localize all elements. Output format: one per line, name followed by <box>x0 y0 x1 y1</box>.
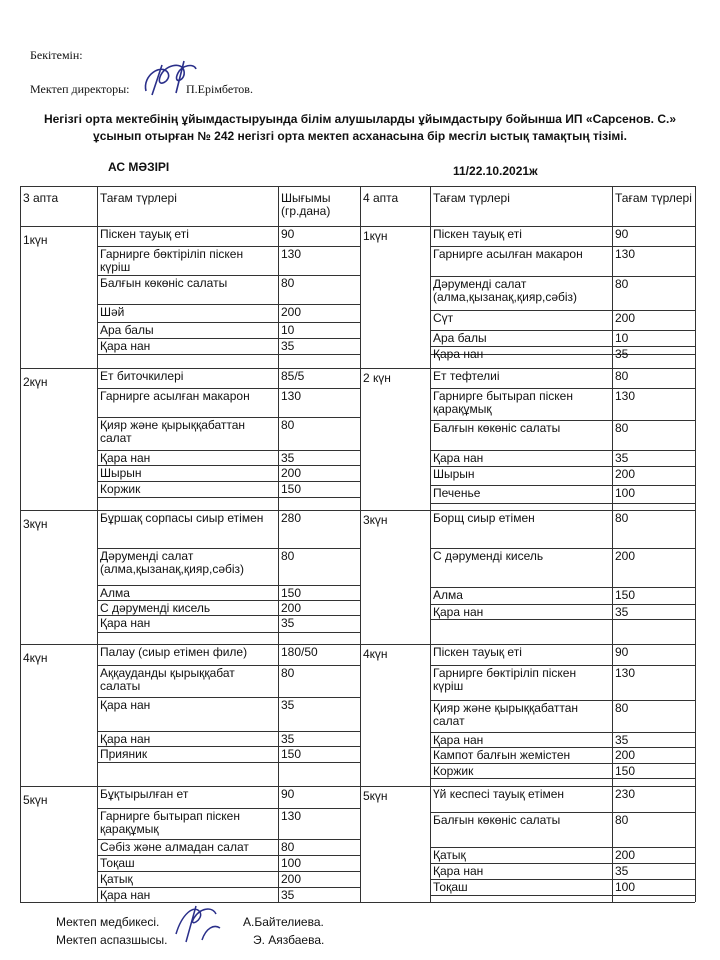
right-row-divider <box>430 747 695 748</box>
left-row-divider <box>97 548 360 549</box>
left-row-divider <box>97 902 360 903</box>
right-dish-yield: 80 <box>615 422 629 435</box>
left-header-cell: Шығымы (гр.дана) <box>281 192 331 218</box>
table-column-divider <box>278 186 279 902</box>
nurse-name: А.Байтелиева. <box>243 915 324 929</box>
right-dish-yield: 200 <box>615 550 636 563</box>
right-dish-name: Қара нан <box>433 348 484 361</box>
doc-title-line2: ұсынып отырған № 242 негізгі орта мектеп асханасына бір месгіл ыстық тамақтың тізімі. <box>93 129 627 143</box>
cook-name: Э. Аязбаева. <box>253 933 325 947</box>
director-label: Мектеп директоры: <box>30 82 130 96</box>
left-dish-name: Қара нан <box>100 699 151 712</box>
left-row-divider <box>97 600 360 601</box>
left-dish-yield: 80 <box>281 841 295 854</box>
day-block-divider <box>20 786 695 787</box>
right-row-divider <box>430 466 695 467</box>
left-dish-name: Аққауданды қырыққабат салаты <box>100 667 235 693</box>
right-row-divider <box>430 420 695 421</box>
right-dish-yield: 80 <box>615 814 629 827</box>
left-row-divider <box>97 585 360 586</box>
left-row-divider <box>97 246 360 247</box>
left-day-label: 3күн <box>23 518 48 531</box>
left-row-divider <box>97 322 360 323</box>
left-row-divider <box>97 417 360 418</box>
right-dish-yield: 150 <box>615 589 636 602</box>
right-row-divider <box>430 863 695 864</box>
left-dish-yield: 150 <box>281 748 302 761</box>
right-row-divider <box>430 346 695 347</box>
left-row-divider <box>97 354 360 355</box>
right-row-divider <box>430 548 695 549</box>
right-dish-yield: 130 <box>615 248 636 261</box>
right-dish-name: Қияр және қырыққабаттан салат <box>433 702 579 728</box>
right-dish-name: Шырын <box>433 468 475 481</box>
right-row-divider <box>430 812 695 813</box>
left-dish-name: Қара нан <box>100 452 151 465</box>
right-day-label: 5күн <box>363 790 388 803</box>
left-dish-yield: 80 <box>281 419 295 432</box>
left-day-label: 5күн <box>23 794 48 807</box>
nurse-label: Мектеп медбикесі. <box>56 915 160 929</box>
right-dish-yield: 80 <box>615 702 629 715</box>
right-dish-yield: 80 <box>615 278 629 291</box>
right-row-divider <box>430 450 695 451</box>
left-dish-yield: 200 <box>281 873 302 886</box>
right-day-label: 4күн <box>363 648 388 661</box>
left-row-divider <box>97 887 360 888</box>
staff-signature-icon <box>168 898 228 948</box>
table-column-divider <box>20 186 21 902</box>
left-dish-yield: 35 <box>281 699 295 712</box>
left-row-divider <box>97 808 360 809</box>
left-dish-yield: 100 <box>281 857 302 870</box>
left-dish-yield: 90 <box>281 788 295 801</box>
right-dish-yield: 200 <box>615 468 636 481</box>
right-dish-name: Гарнирге асылған макарон <box>433 248 583 261</box>
table-column-divider <box>97 186 98 902</box>
left-header-cell: 3 апта <box>23 192 59 205</box>
left-row-divider <box>97 450 360 451</box>
left-dish-name: Қара нан <box>100 340 151 353</box>
right-dish-name: Сүт <box>433 312 454 325</box>
approve-label: Бекітемін: <box>30 48 83 62</box>
right-dish-yield: 200 <box>615 849 636 862</box>
right-dish-yield: 35 <box>615 348 629 361</box>
day-block-divider <box>20 644 695 645</box>
right-dish-name: Қара нан <box>433 734 484 747</box>
left-row-divider <box>97 746 360 747</box>
right-dish-name: Алма <box>433 589 463 602</box>
right-dish-yield: 130 <box>615 667 636 680</box>
right-dish-yield: 200 <box>615 749 636 762</box>
left-dish-yield: 80 <box>281 277 295 290</box>
right-row-divider <box>430 665 695 666</box>
left-row-divider <box>97 762 360 763</box>
right-header-cell: Тағам түрлері <box>433 192 510 205</box>
left-dish-yield: 200 <box>281 602 302 615</box>
left-dish-name: Ара балы <box>100 324 154 337</box>
left-dish-name: Қара нан <box>100 733 151 746</box>
right-dish-name: Тоқаш <box>433 881 468 894</box>
right-dish-yield: 90 <box>615 646 629 659</box>
left-dish-yield: 130 <box>281 390 302 403</box>
left-dish-yield: 35 <box>281 452 295 465</box>
left-dish-yield: 85/5 <box>281 370 305 383</box>
left-dish-yield: 10 <box>281 324 295 337</box>
right-dish-yield: 80 <box>615 512 629 525</box>
right-row-divider <box>430 732 695 733</box>
left-dish-name: Коржик <box>100 483 141 496</box>
right-dish-name: Борщ сиыр етімен <box>433 512 535 525</box>
left-dish-yield: 150 <box>281 483 302 496</box>
table-header-divider <box>20 226 695 227</box>
left-row-divider <box>97 731 360 732</box>
table-column-divider <box>430 186 431 902</box>
left-dish-name: Қара нан <box>100 889 151 902</box>
right-dish-name: Гарнирге бытырап піскен қарақұмық <box>433 390 573 416</box>
right-row-divider <box>430 587 695 588</box>
left-dish-name: Бұқтырылған ет <box>100 788 189 801</box>
left-dish-name: Палау (сиыр етімен филе) <box>100 646 248 659</box>
right-dish-yield: 150 <box>615 765 636 778</box>
left-dish-name: Балғын көкөніс салаты <box>100 277 228 290</box>
right-row-divider <box>430 310 695 311</box>
left-dish-name: Гарнирге асылған макарон <box>100 390 250 403</box>
right-row-divider <box>430 778 695 779</box>
table-column-divider <box>695 186 696 902</box>
left-row-divider <box>97 855 360 856</box>
left-dish-name: Шырын <box>100 467 142 480</box>
right-header-cell: 4 апта <box>363 192 399 205</box>
left-dish-yield: 90 <box>281 228 295 241</box>
right-dish-name: Піскен тауық еті <box>433 646 522 659</box>
left-dish-yield: 35 <box>281 733 295 746</box>
right-row-divider <box>430 879 695 880</box>
right-dish-name: Кампот балғын жемістен <box>433 749 571 762</box>
right-dish-name: Балғын көкөніс салаты <box>433 814 561 827</box>
right-dish-name: Гарнирге бөктіріліп піскен күріш <box>433 667 577 693</box>
left-day-label: 4күн <box>23 652 48 665</box>
right-day-label: 2 күн <box>363 372 391 385</box>
left-dish-yield: 80 <box>281 550 295 563</box>
right-row-divider <box>430 763 695 764</box>
left-dish-name: Гарнирге бөктіріліп піскен күріш <box>100 248 244 274</box>
left-dish-name: Қияр және қырыққабаттан салат <box>100 419 246 445</box>
left-row-divider <box>97 697 360 698</box>
right-row-divider <box>430 604 695 605</box>
right-dish-name: Дәруменді салат (алма,қызанақ,қияр,сәбіз) <box>433 278 578 304</box>
right-dish-yield: 200 <box>615 312 636 325</box>
right-row-divider <box>430 485 695 486</box>
left-dish-name: С дәруменді кисель <box>100 602 211 615</box>
right-dish-yield: 35 <box>615 606 629 619</box>
left-row-divider <box>97 839 360 840</box>
menu-label: АС МӘЗІРІ <box>108 160 170 174</box>
right-row-divider <box>430 388 695 389</box>
left-dish-name: Дәруменді салат (алма,қызанақ,қияр,сәбіз) <box>100 550 245 576</box>
right-dish-name: Ет тефтелиі <box>433 370 500 383</box>
left-dish-yield: 180/50 <box>281 646 318 659</box>
right-dish-yield: 35 <box>615 452 629 465</box>
left-row-divider <box>97 632 360 633</box>
left-dish-name: Тоқаш <box>100 857 135 870</box>
right-day-label: 3күн <box>363 514 388 527</box>
left-dish-name: Прияник <box>100 748 148 761</box>
left-dish-name: Сәбіз және алмадан салат <box>100 841 249 854</box>
left-row-divider <box>97 615 360 616</box>
director-name: П.Ерімбетов. <box>186 82 253 96</box>
left-dish-yield: 150 <box>281 587 302 600</box>
menu-date: 11/22.10.2021ж <box>453 164 538 178</box>
right-header-cell: Тағам түрлері <box>615 192 692 205</box>
right-dish-yield: 80 <box>615 370 629 383</box>
right-dish-yield: 130 <box>615 390 636 403</box>
left-dish-name: Піскен тауық еті <box>100 228 189 241</box>
left-dish-yield: 130 <box>281 248 302 261</box>
left-dish-yield: 35 <box>281 617 295 630</box>
right-dish-yield: 230 <box>615 788 636 801</box>
doc-title-line1: Негізгі орта мектебінің ұйымдастыруында білім алушыларды ұйымдастыру бойынша ИП «Сарсенов. С.» <box>43 112 677 126</box>
table-column-divider <box>612 186 613 902</box>
left-header-cell: Тағам түрлері <box>100 192 177 205</box>
right-dish-yield: 90 <box>615 228 629 241</box>
left-dish-yield: 35 <box>281 340 295 353</box>
left-day-label: 1күн <box>23 234 48 247</box>
right-dish-name: Піскен тауық еті <box>433 228 522 241</box>
left-dish-name: Ет биточкилері <box>100 370 184 383</box>
right-dish-name: Қара нан <box>433 606 484 619</box>
left-dish-name: Қара нан <box>100 617 151 630</box>
right-dish-name: Қатық <box>433 849 466 862</box>
left-dish-yield: 130 <box>281 810 302 823</box>
left-dish-name: Алма <box>100 587 130 600</box>
left-dish-yield: 200 <box>281 306 302 319</box>
left-row-divider <box>97 304 360 305</box>
day-block-divider <box>20 510 695 511</box>
left-dish-yield: 280 <box>281 512 302 525</box>
left-dish-name: Бұршақ сорпасы сиыр етімен <box>100 512 264 525</box>
right-dish-name: Коржик <box>433 765 474 778</box>
left-dish-yield: 35 <box>281 889 295 902</box>
right-row-divider <box>430 895 695 896</box>
table-column-divider <box>360 186 361 902</box>
left-dish-name: Шәй <box>100 306 125 319</box>
cook-label: Мектеп аспазшысы. <box>56 933 168 947</box>
left-row-divider <box>97 275 360 276</box>
right-dish-yield: 100 <box>615 881 636 894</box>
right-row-divider <box>430 503 695 504</box>
right-row-divider <box>430 619 695 620</box>
left-row-divider <box>97 871 360 872</box>
right-dish-name: С дәруменді кисель <box>433 550 544 563</box>
left-row-divider <box>97 497 360 498</box>
right-dish-yield: 10 <box>615 332 629 345</box>
left-row-divider <box>97 465 360 466</box>
right-dish-yield: 35 <box>615 734 629 747</box>
right-dish-yield: 100 <box>615 487 636 500</box>
table-border-top <box>20 186 695 187</box>
right-dish-name: Ара балы <box>433 332 487 345</box>
left-row-divider <box>97 665 360 666</box>
right-dish-name: Үй кеспесі тауық етімен <box>433 788 565 801</box>
left-dish-yield: 200 <box>281 467 302 480</box>
right-day-label: 1күн <box>363 230 388 243</box>
right-row-divider <box>430 847 695 848</box>
left-row-divider <box>97 338 360 339</box>
right-dish-name: Балғын көкөніс салаты <box>433 422 561 435</box>
right-row-divider <box>430 246 695 247</box>
right-row-divider <box>430 330 695 331</box>
right-dish-name: Печенье <box>433 487 481 500</box>
right-dish-name: Қара нан <box>433 865 484 878</box>
left-dish-name: Қатық <box>100 873 133 886</box>
left-row-divider <box>97 481 360 482</box>
right-row-divider <box>430 700 695 701</box>
day-block-divider <box>20 368 695 369</box>
right-dish-name: Қара нан <box>433 452 484 465</box>
left-row-divider <box>97 388 360 389</box>
left-day-label: 2күн <box>23 376 48 389</box>
right-row-divider <box>430 276 695 277</box>
left-dish-yield: 80 <box>281 667 295 680</box>
left-dish-name: Гарнирге бытырап піскен қарақұмық <box>100 810 240 836</box>
right-dish-yield: 35 <box>615 865 629 878</box>
